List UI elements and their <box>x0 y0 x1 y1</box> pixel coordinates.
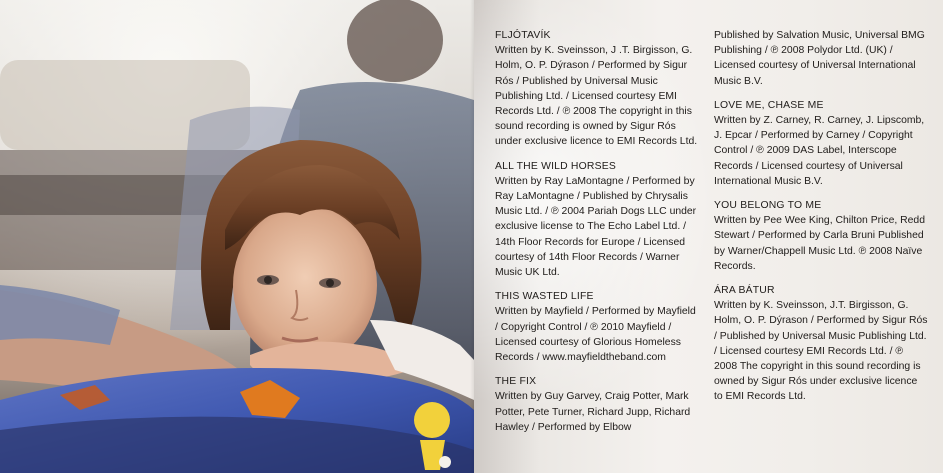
track-credits: Written by K. Sveinsson, J.T. Birgisson, G. Holm, O. P. Dýrason / Performed by Sigur Rós / Published by Universal Music Publishing Ltd. / Licensed courtesy EMI Records Ltd. / ℗ 2008 The copyright in this sound recording is owned by Sigur Rós under exclusive licence to EMI Records Ltd. <box>714 300 928 403</box>
track-title: ÁRA BÁTUR <box>714 285 775 297</box>
track-credits: Written by Ray LaMontagne / Performed by Ray LaMontagne / Published by Chrysalis Music Ltd. / ℗ 2004 Pariah Dogs LLC under exclusive license to The Echo Label Ltd. / 14th Floor Records for Europe / Licensed courtesy of 14th Floor Records / Warner Music UK Ltd. <box>495 175 697 279</box>
credits-right-column <box>714 28 928 414</box>
credit-all-the-wild-horses <box>495 159 701 281</box>
track-title: YOU BELONG TO ME <box>714 200 822 212</box>
track-credits: Written by K. Sveinsson, J .T. Birgisson, G. Holm, O. P. Dýrason / Performed by Sigur Rós / Published by Universal Music Publishing Ltd. / Licensed courtesy EMI Records Ltd. / ℗ 2008 The copyright in this sound recording is owned by Sigur Rós under exclusive licence to EMI Records Ltd. <box>495 45 698 148</box>
credit-love-me-chase-me <box>714 98 928 189</box>
track-credits: Written by Z. Carney, R. Carney, J. Lipscomb, J. Epcar / Performed by Carney / Copyright Control / ℗ 2009 DAS Label, Interscope Records / Licensed courtesy of Universal International Music B.V. <box>714 115 925 187</box>
track-credits: Written by Mayfield / Performed by Mayfield / Copyright Control / ℗ 2010 Mayfield / Licensed courtesy of Glorious Homeless Records / www.mayfieldtheband.com <box>495 306 696 364</box>
track-title: THIS WASTED LIFE <box>495 291 594 303</box>
track-title: THE FIX <box>495 376 537 388</box>
track-title: FLJÓTAVÍK <box>495 30 551 41</box>
track-credits: Published by Salvation Music, Universal BMG Publishing / ℗ 2008 Polydor Ltd. (UK) / Licensed courtesy of Universal International Music B.V. <box>714 30 925 87</box>
credit-ara-batur <box>714 283 928 405</box>
track-title: LOVE ME, CHASE ME <box>714 99 824 111</box>
credit-the-fix <box>495 374 701 435</box>
credits-left-column <box>495 28 701 444</box>
credit-fljotavik <box>495 28 701 150</box>
track-credits: Written by Pee Wee King, Chilton Price, Redd Stewart / Performed by Carla Bruni Published by Warner/Chappell Music Ltd. ℗ 2008 Naïve Records. <box>714 215 925 272</box>
track-credits: Written by Guy Garvey, Craig Potter, Mark Potter, Pete Turner, Richard Jupp, Richard Hawley / Performed by Elbow <box>495 391 691 433</box>
track-title: ALL THE WILD HORSES <box>495 160 617 172</box>
credit-the-fix-continued <box>714 28 928 89</box>
credit-you-belong-to-me <box>714 198 928 274</box>
credits-page <box>474 0 943 473</box>
credit-this-wasted-life <box>495 289 701 365</box>
